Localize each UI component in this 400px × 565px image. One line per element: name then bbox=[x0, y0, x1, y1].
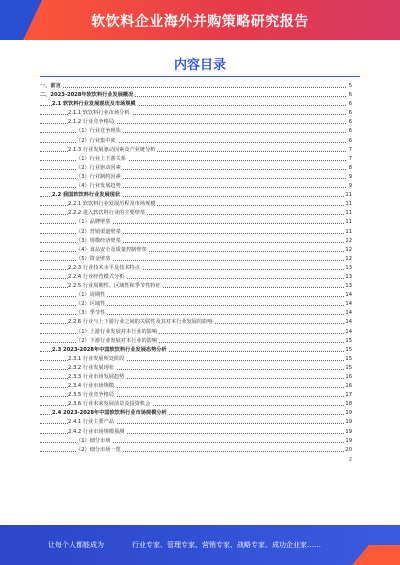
toc-entry-title: 2.2.5 行业周期性、区域性和季节性特征 bbox=[68, 282, 163, 291]
toc-entry-page: 6 bbox=[348, 109, 352, 118]
toc-entry[interactable] bbox=[40, 282, 352, 291]
toc-entry-page: 9 bbox=[348, 182, 352, 191]
toc-entry-page: 19 bbox=[344, 409, 352, 418]
toc-entry[interactable] bbox=[40, 446, 352, 455]
toc-entry-page: 17 bbox=[344, 391, 352, 400]
toc-entry-title: （2）区域性 bbox=[76, 300, 107, 309]
toc-entry-title: 2.1.1 软饮料行业市场分析 bbox=[68, 109, 132, 118]
toc-entry-title: 2.3.6 行业未来发展前景及投资机会 bbox=[68, 400, 152, 409]
toc-entry-page: 6 bbox=[348, 91, 352, 100]
toc-entry-title: 2.4.2 行业市场规模预测 bbox=[68, 428, 126, 437]
toc-entry[interactable] bbox=[40, 200, 352, 209]
toc-entry-page: 11 bbox=[344, 218, 352, 227]
toc-entry[interactable] bbox=[40, 364, 352, 373]
toc-entry-page: 6 bbox=[348, 118, 352, 127]
footer-slogan: 让每个人都能成为 bbox=[48, 541, 104, 549]
toc-entry[interactable] bbox=[40, 382, 352, 391]
toc-entry-title: 2.2 我国软饮料行业发展现状 bbox=[52, 191, 122, 200]
toc-entry-page: 14 bbox=[344, 291, 352, 300]
toc-entry[interactable] bbox=[40, 137, 352, 146]
toc-entry-page: 6 bbox=[348, 137, 352, 146]
toc-entry-title: 2.4.1 行业主要产品 bbox=[68, 418, 116, 427]
toc-entry-page: 13 bbox=[344, 282, 352, 291]
toc-entry-title: （1）品牌壁垒 bbox=[76, 218, 112, 227]
toc-entry[interactable] bbox=[40, 318, 352, 327]
toc-entry-page: 11 bbox=[344, 191, 352, 200]
toc-entry-page: 16 bbox=[344, 373, 352, 382]
toc-entry-title: （4）食品安全及质量控制壁垒 bbox=[76, 246, 149, 255]
toc-entry-title: （3）季节性 bbox=[76, 309, 107, 318]
toc-entry-title: 一、前言 bbox=[40, 82, 63, 91]
toc-entry-title: 2.3.5 行业竞争格局 bbox=[68, 391, 116, 400]
toc-entry-page: 12 bbox=[344, 255, 352, 264]
toc-entry[interactable] bbox=[40, 118, 352, 127]
toc-entry-title: （2）下游行业发展对本行业的影响 bbox=[76, 337, 159, 346]
toc-entry-page: 13 bbox=[344, 273, 352, 282]
toc-entry[interactable] bbox=[40, 228, 352, 237]
toc-entry-title: 2.3.3 行业市场发展趋势 bbox=[68, 373, 126, 382]
footer-roles: 行业专家、管理专家、营销专家、战略专家、成功企业家…… bbox=[132, 541, 321, 549]
toc-entry-page: 13 bbox=[344, 264, 352, 273]
toc-entry-page: 12 bbox=[344, 237, 352, 246]
toc-entry-title: （1）周期性 bbox=[76, 291, 107, 300]
toc-entry-page: 7 bbox=[348, 155, 352, 164]
toc-entry-page: 12 bbox=[344, 246, 352, 255]
table-of-contents bbox=[40, 82, 352, 463]
toc-entry-title: 2.2.3 行业技术水平及技术特点 bbox=[68, 264, 142, 273]
toc-entry[interactable] bbox=[40, 273, 352, 282]
toc-entry-page: 6 bbox=[348, 127, 352, 136]
toc-entry[interactable] bbox=[40, 100, 352, 109]
toc-entry-title: 2.1.2 行业竞争格局 bbox=[68, 118, 116, 127]
toc-entry[interactable] bbox=[40, 109, 352, 118]
toc-entry-page: 15 bbox=[344, 337, 352, 346]
toc-entry-title: （1）细分市场 bbox=[76, 437, 112, 446]
toc-entry-page: 14 bbox=[344, 309, 352, 318]
toc-entry-title: 2.1 软饮料行业发展现状及市场规模 bbox=[52, 100, 138, 109]
toc-entry-title: 2.1.3 行业发展驱动因素及产业链分析 bbox=[68, 146, 157, 155]
toc-entry-title: （3）规模经济壁垒 bbox=[76, 237, 123, 246]
toc-entry[interactable] bbox=[40, 428, 352, 437]
toc-entry[interactable] bbox=[40, 291, 352, 300]
toc-entry-page: 7 bbox=[348, 146, 352, 155]
toc-entry-page: 19 bbox=[344, 418, 352, 427]
toc-entry-page: 11 bbox=[344, 209, 352, 218]
toc-entry-page: 5 bbox=[348, 82, 352, 91]
toc-entry[interactable] bbox=[40, 437, 352, 446]
toc-entry[interactable] bbox=[40, 337, 352, 346]
toc-entry[interactable] bbox=[40, 346, 352, 355]
toc-entry-page: 14 bbox=[344, 300, 352, 309]
toc-entry-title: 2.4 2023-2028年中国软饮料行业市场规模分析 bbox=[52, 409, 169, 418]
toc-entry-title: 2.3.4 行业市场规模 bbox=[68, 382, 116, 391]
report-header bbox=[0, 0, 400, 40]
toc-entry-page: 16 bbox=[344, 382, 352, 391]
toc-entry-title: （5）资金壁垒 bbox=[76, 255, 112, 264]
toc-entry[interactable] bbox=[40, 155, 352, 164]
toc-entry-title: 2.3.2 行业发展现状 bbox=[68, 364, 116, 373]
toc-entry-title: 2.2.4 行业经营模式分析 bbox=[68, 273, 126, 282]
toc-entry[interactable] bbox=[40, 264, 352, 273]
toc-entry-title: （1）上游行业发展对本行业的影响 bbox=[76, 328, 159, 337]
toc-entry[interactable] bbox=[40, 173, 352, 182]
toc-entry[interactable] bbox=[40, 164, 352, 173]
toc-entry-page: 19 bbox=[344, 428, 352, 437]
toc-entry[interactable] bbox=[40, 300, 352, 309]
toc-entry-page: 11 bbox=[344, 228, 352, 237]
page-number: 2 bbox=[348, 456, 352, 463]
toc-entry-title: （2）行业驱动因素 bbox=[76, 164, 123, 173]
toc-entry-page: 14 bbox=[344, 328, 352, 337]
toc-entry[interactable] bbox=[40, 218, 352, 227]
toc-entry[interactable] bbox=[40, 309, 352, 318]
toc-entry-page: 15 bbox=[344, 364, 352, 373]
report-footer bbox=[0, 525, 400, 565]
toc-entry-title: （1）行业上下游关系 bbox=[76, 155, 128, 164]
toc-entry-title: （1）行业竞争现状 bbox=[76, 127, 123, 136]
toc-entry[interactable] bbox=[40, 237, 352, 246]
toc-entry[interactable] bbox=[40, 409, 352, 418]
toc-entry-page: 8 bbox=[348, 164, 352, 173]
toc-entry[interactable] bbox=[40, 400, 352, 409]
toc-entry-title: 2.2.6 行业与上下游行业之间的关联性及其对本行业发展的影响 bbox=[68, 318, 215, 327]
toc-entry-page: 18 bbox=[344, 400, 352, 409]
toc-entry-title: （2）行业集中度 bbox=[76, 137, 118, 146]
toc-entry-page: 20 bbox=[344, 446, 352, 455]
toc-heading: 内容目录 bbox=[173, 58, 226, 73]
toc-entry-title: （2）细分市场一览 bbox=[76, 446, 123, 455]
toc-entry-title: 2.3 2023-2028年中国软饮料行业发展态势分析 bbox=[52, 346, 169, 355]
toc-entry[interactable] bbox=[40, 182, 352, 191]
toc-entry[interactable] bbox=[40, 91, 352, 100]
toc-entry-page: 19 bbox=[344, 437, 352, 446]
toc-entry-page: 15 bbox=[344, 346, 352, 355]
toc-entry[interactable] bbox=[40, 328, 352, 337]
toc-entry-title: （4）行业发展趋势 bbox=[76, 182, 123, 191]
toc-entry[interactable] bbox=[40, 373, 352, 382]
toc-entry-title: 2.2.2 进入软饮料行业的主要壁垒 bbox=[68, 209, 147, 218]
toc-entry[interactable] bbox=[40, 391, 352, 400]
toc-entry-page: 9 bbox=[348, 173, 352, 182]
toc-leader-dots bbox=[40, 87, 346, 88]
toc-entry-page: 11 bbox=[344, 200, 352, 209]
toc-entry[interactable] bbox=[40, 255, 352, 264]
toc-entry[interactable] bbox=[40, 146, 352, 155]
toc-heading-divider bbox=[40, 76, 360, 77]
toc-entry-title: 2.2.1 软饮料行业发展历程及市场规模 bbox=[68, 200, 157, 209]
toc-entry-page: 14 bbox=[344, 318, 352, 327]
toc-entry[interactable] bbox=[40, 246, 352, 255]
toc-entry[interactable] bbox=[40, 82, 352, 91]
toc-entry[interactable] bbox=[40, 209, 352, 218]
toc-entry-title: 2.3.1 行业发展所处阶段 bbox=[68, 355, 126, 364]
toc-entry-page: 15 bbox=[344, 355, 352, 364]
toc-entry-page: 6 bbox=[348, 100, 352, 109]
toc-entry[interactable] bbox=[40, 355, 352, 364]
toc-entry[interactable] bbox=[40, 418, 352, 427]
report-title: 软饮料企业海外并购策略研究报告 bbox=[91, 14, 309, 30]
toc-entry[interactable] bbox=[40, 127, 352, 136]
toc-entry-title: （2）营销渠道壁垒 bbox=[76, 228, 123, 237]
toc-entry[interactable] bbox=[40, 191, 352, 200]
toc-entry-title: 二、2023-2028年软饮料行业发展概况 bbox=[40, 91, 135, 100]
toc-entry-title: （3）行业制约因素 bbox=[76, 173, 123, 182]
